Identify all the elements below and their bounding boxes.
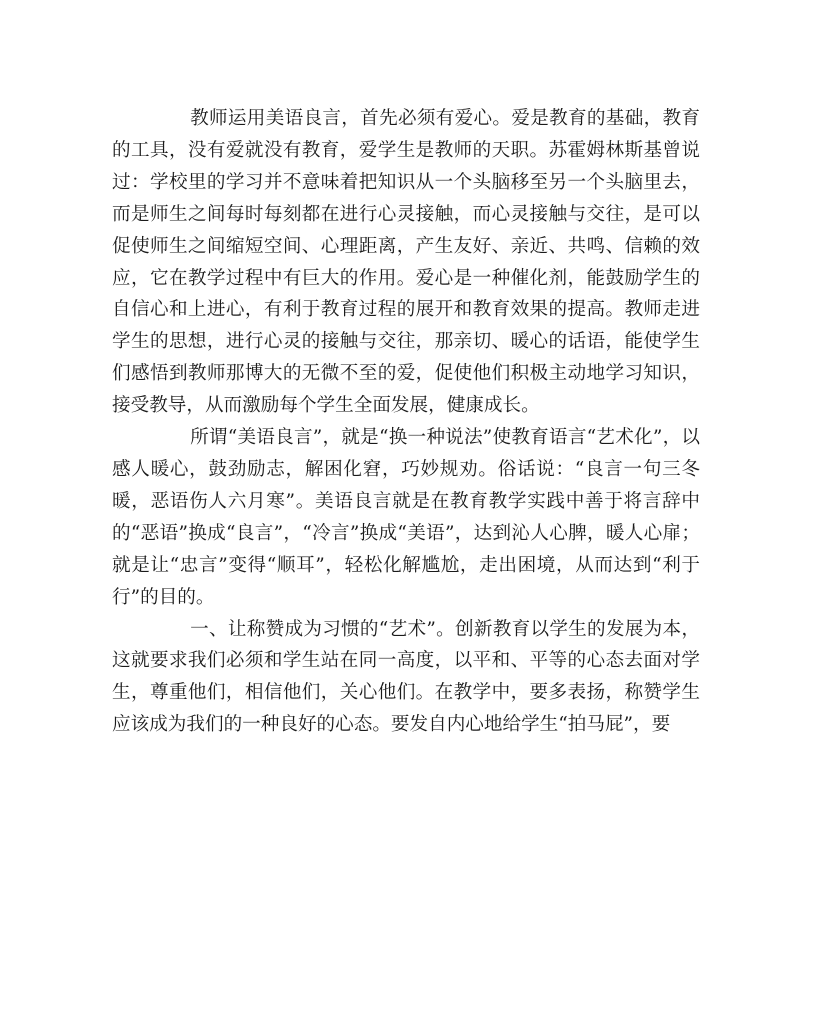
document-body: [112, 103, 700, 741]
paragraph-praise-art: 一、让称赞成为习惯的“艺术”。创新教育以学生的发展为本，这就要求我们必须和学生站在同一高度，以平和、平等的心态去面对学生，尊重他们，相信他们，关心他们。在教学中，要多表扬，称赞学生应该成为我们的一种良好的心态。要发自内心地给学生“拍马屁”，要: [112, 618, 700, 736]
paragraph-love-foundation: 教师运用美语良言，首先必须有爱心。爱是教育的基础，教育的工具，没有爱就没有教育，爱学生是教师的天职。苏霍姆林斯基曾说过：学校里的学习并不意味着把知识从一个头脑移至另一个头脑里去，而是师生之间每时每刻都在进行心灵接触，而心灵接触与交往，是可以促使师生之间缩短空间、心理距离，产生友好、亲近、共鸣、信赖的效应，它在教学过程中有巨大的作用。爱心是一种催化剂，能鼓励学生的自信心和上进心，有利于教育过程的展开和教育效果的提高。教师走进学生的思想，进行心灵的接触与交往，那亲切、暖心的话语，能使学生们感悟到教师那博大的无微不至的爱，促使他们积极主动地学习知识，接受教导，从而激励每个学生全面发展，健康成长。: [112, 108, 700, 417]
paragraph-kind-words-definition: 所谓“美语良言”，就是“换一种说法”使教育语言“艺术化”，以感人暖心，鼓劲励志，解困化窘，巧妙规劝。俗话说：“良言一句三冬暖，恶语伤人六月寒”。美语良言就是在教育教学实践中善于将言辞中的“恶语”换成“良言”，“冷言”换成“美语”，达到沁人心脾，暖人心扉；就是让“忠言”变得“顺耳”，轻松化解尴尬，走出困境，从而达到“利于行”的目的。: [112, 427, 700, 608]
